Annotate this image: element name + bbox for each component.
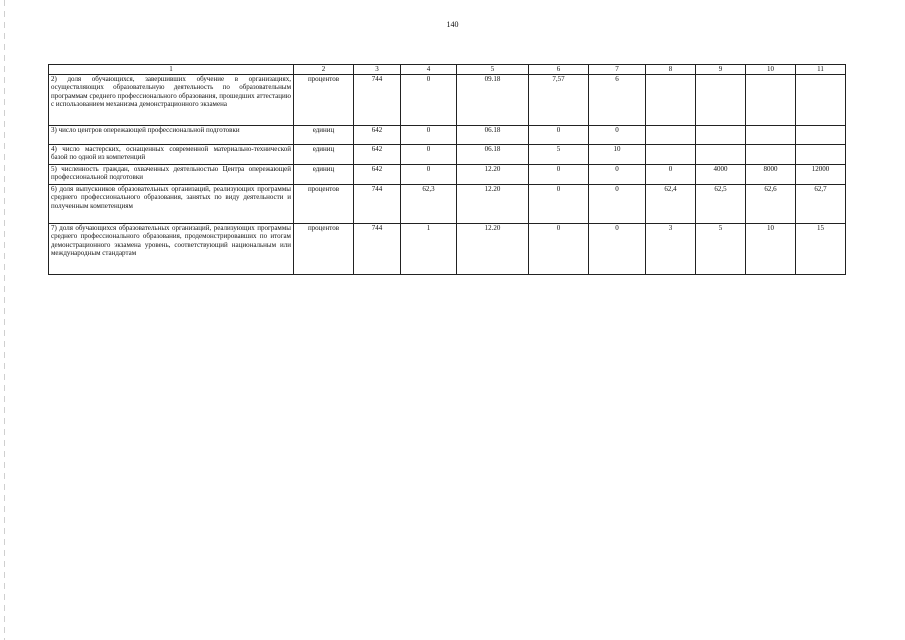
indicator-description: 7) доля обучающихся образовательных организаций, реализующих программы среднего профессионального образования, продемонстрировавших по итогам демонстрационного экзамена уровень, соответствующий национальным или международным стандартам (49, 224, 294, 275)
value-cell (696, 145, 746, 165)
column-header: 5 (457, 65, 529, 75)
column-header: 11 (796, 65, 846, 75)
value-cell (746, 145, 796, 165)
date-cell: 12.20 (457, 224, 529, 275)
value-cell: 15 (796, 224, 846, 275)
table-row (49, 126, 846, 145)
table-row (49, 145, 846, 165)
date-cell: 12.20 (457, 165, 529, 185)
value-cell (796, 126, 846, 145)
value-cell: 62,7 (796, 185, 846, 224)
okei-code-cell: 744 (354, 224, 401, 275)
unit-cell: единиц (294, 126, 354, 145)
base-value-cell: 0 (401, 165, 457, 185)
value-cell (746, 75, 796, 126)
base-value-cell: 62,3 (401, 185, 457, 224)
value-cell: 0 (529, 185, 589, 224)
value-cell: 5 (696, 224, 746, 275)
value-cell: 62,4 (646, 185, 696, 224)
okei-code-cell: 642 (354, 145, 401, 165)
base-value-cell: 1 (401, 224, 457, 275)
value-cell: 0 (589, 224, 646, 275)
base-value-cell: 0 (401, 75, 457, 126)
column-header: 3 (354, 65, 401, 75)
okei-code-cell: 642 (354, 165, 401, 185)
column-header: 1 (49, 65, 294, 75)
unit-cell: процентов (294, 224, 354, 275)
indicator-description: 3) число центров опережающей профессиональной подготовки (49, 126, 294, 145)
value-cell: 3 (646, 224, 696, 275)
value-cell (646, 75, 696, 126)
value-cell: 10 (589, 145, 646, 165)
table-row (49, 185, 846, 224)
value-cell: 0 (529, 126, 589, 145)
date-cell: 12.20 (457, 185, 529, 224)
indicator-description: 4) число мастерских, оснащенных современной материально-технической базой по одной из компетенций (49, 145, 294, 165)
column-header: 6 (529, 65, 589, 75)
page-number: 140 (446, 20, 459, 29)
column-header: 7 (589, 65, 646, 75)
value-cell: 0 (646, 165, 696, 185)
value-cell (646, 126, 696, 145)
indicator-description: 6) доля выпускников образовательных организаций, реализующих программы среднего профессионального образования, занятых по виду деятельности и полученным компетенциям (49, 185, 294, 224)
base-value-cell: 0 (401, 145, 457, 165)
base-value-cell: 0 (401, 126, 457, 145)
unit-cell: процентов (294, 185, 354, 224)
value-cell: 8000 (746, 165, 796, 185)
value-cell: 6 (589, 75, 646, 126)
unit-cell: процентов (294, 75, 354, 126)
value-cell: 62,6 (746, 185, 796, 224)
value-cell (696, 126, 746, 145)
table-header-row (49, 65, 846, 75)
value-cell: 0 (529, 165, 589, 185)
value-cell (796, 75, 846, 126)
value-cell: 4000 (696, 165, 746, 185)
date-cell: 06.18 (457, 145, 529, 165)
value-cell: 0 (529, 224, 589, 275)
date-cell: 06.18 (457, 126, 529, 145)
column-header: 4 (401, 65, 457, 75)
indicator-description: 5) численность граждан, охваченных деятельностью Центра опережающей профессиональной подготовки (49, 165, 294, 185)
value-cell: 7,57 (529, 75, 589, 126)
value-cell: 12000 (796, 165, 846, 185)
value-cell: 0 (589, 165, 646, 185)
value-cell (696, 75, 746, 126)
indicator-description: 2) доля обучающихся, завершивших обучение в организациях, осуществляющих образовательную деятельность по образовательным программам среднего профессионального образования, прошедших аттестацию с использованием механизма демонстрационного экзамена (49, 75, 294, 126)
value-cell: 62,5 (696, 185, 746, 224)
unit-cell: единиц (294, 165, 354, 185)
value-cell: 0 (589, 185, 646, 224)
date-cell: 09.18 (457, 75, 529, 126)
value-cell: 10 (746, 224, 796, 275)
value-cell (646, 145, 696, 165)
column-header: 9 (696, 65, 746, 75)
indicators-table (48, 64, 846, 275)
column-header: 8 (646, 65, 696, 75)
scan-edge-line (4, 0, 5, 640)
value-cell (796, 145, 846, 165)
okei-code-cell: 744 (354, 185, 401, 224)
okei-code-cell: 642 (354, 126, 401, 145)
unit-cell: единиц (294, 145, 354, 165)
okei-code-cell: 744 (354, 75, 401, 126)
value-cell: 5 (529, 145, 589, 165)
table-row (49, 165, 846, 185)
table-row (49, 75, 846, 126)
column-header: 10 (746, 65, 796, 75)
table-row (49, 224, 846, 275)
column-header: 2 (294, 65, 354, 75)
value-cell: 0 (589, 126, 646, 145)
value-cell (746, 126, 796, 145)
